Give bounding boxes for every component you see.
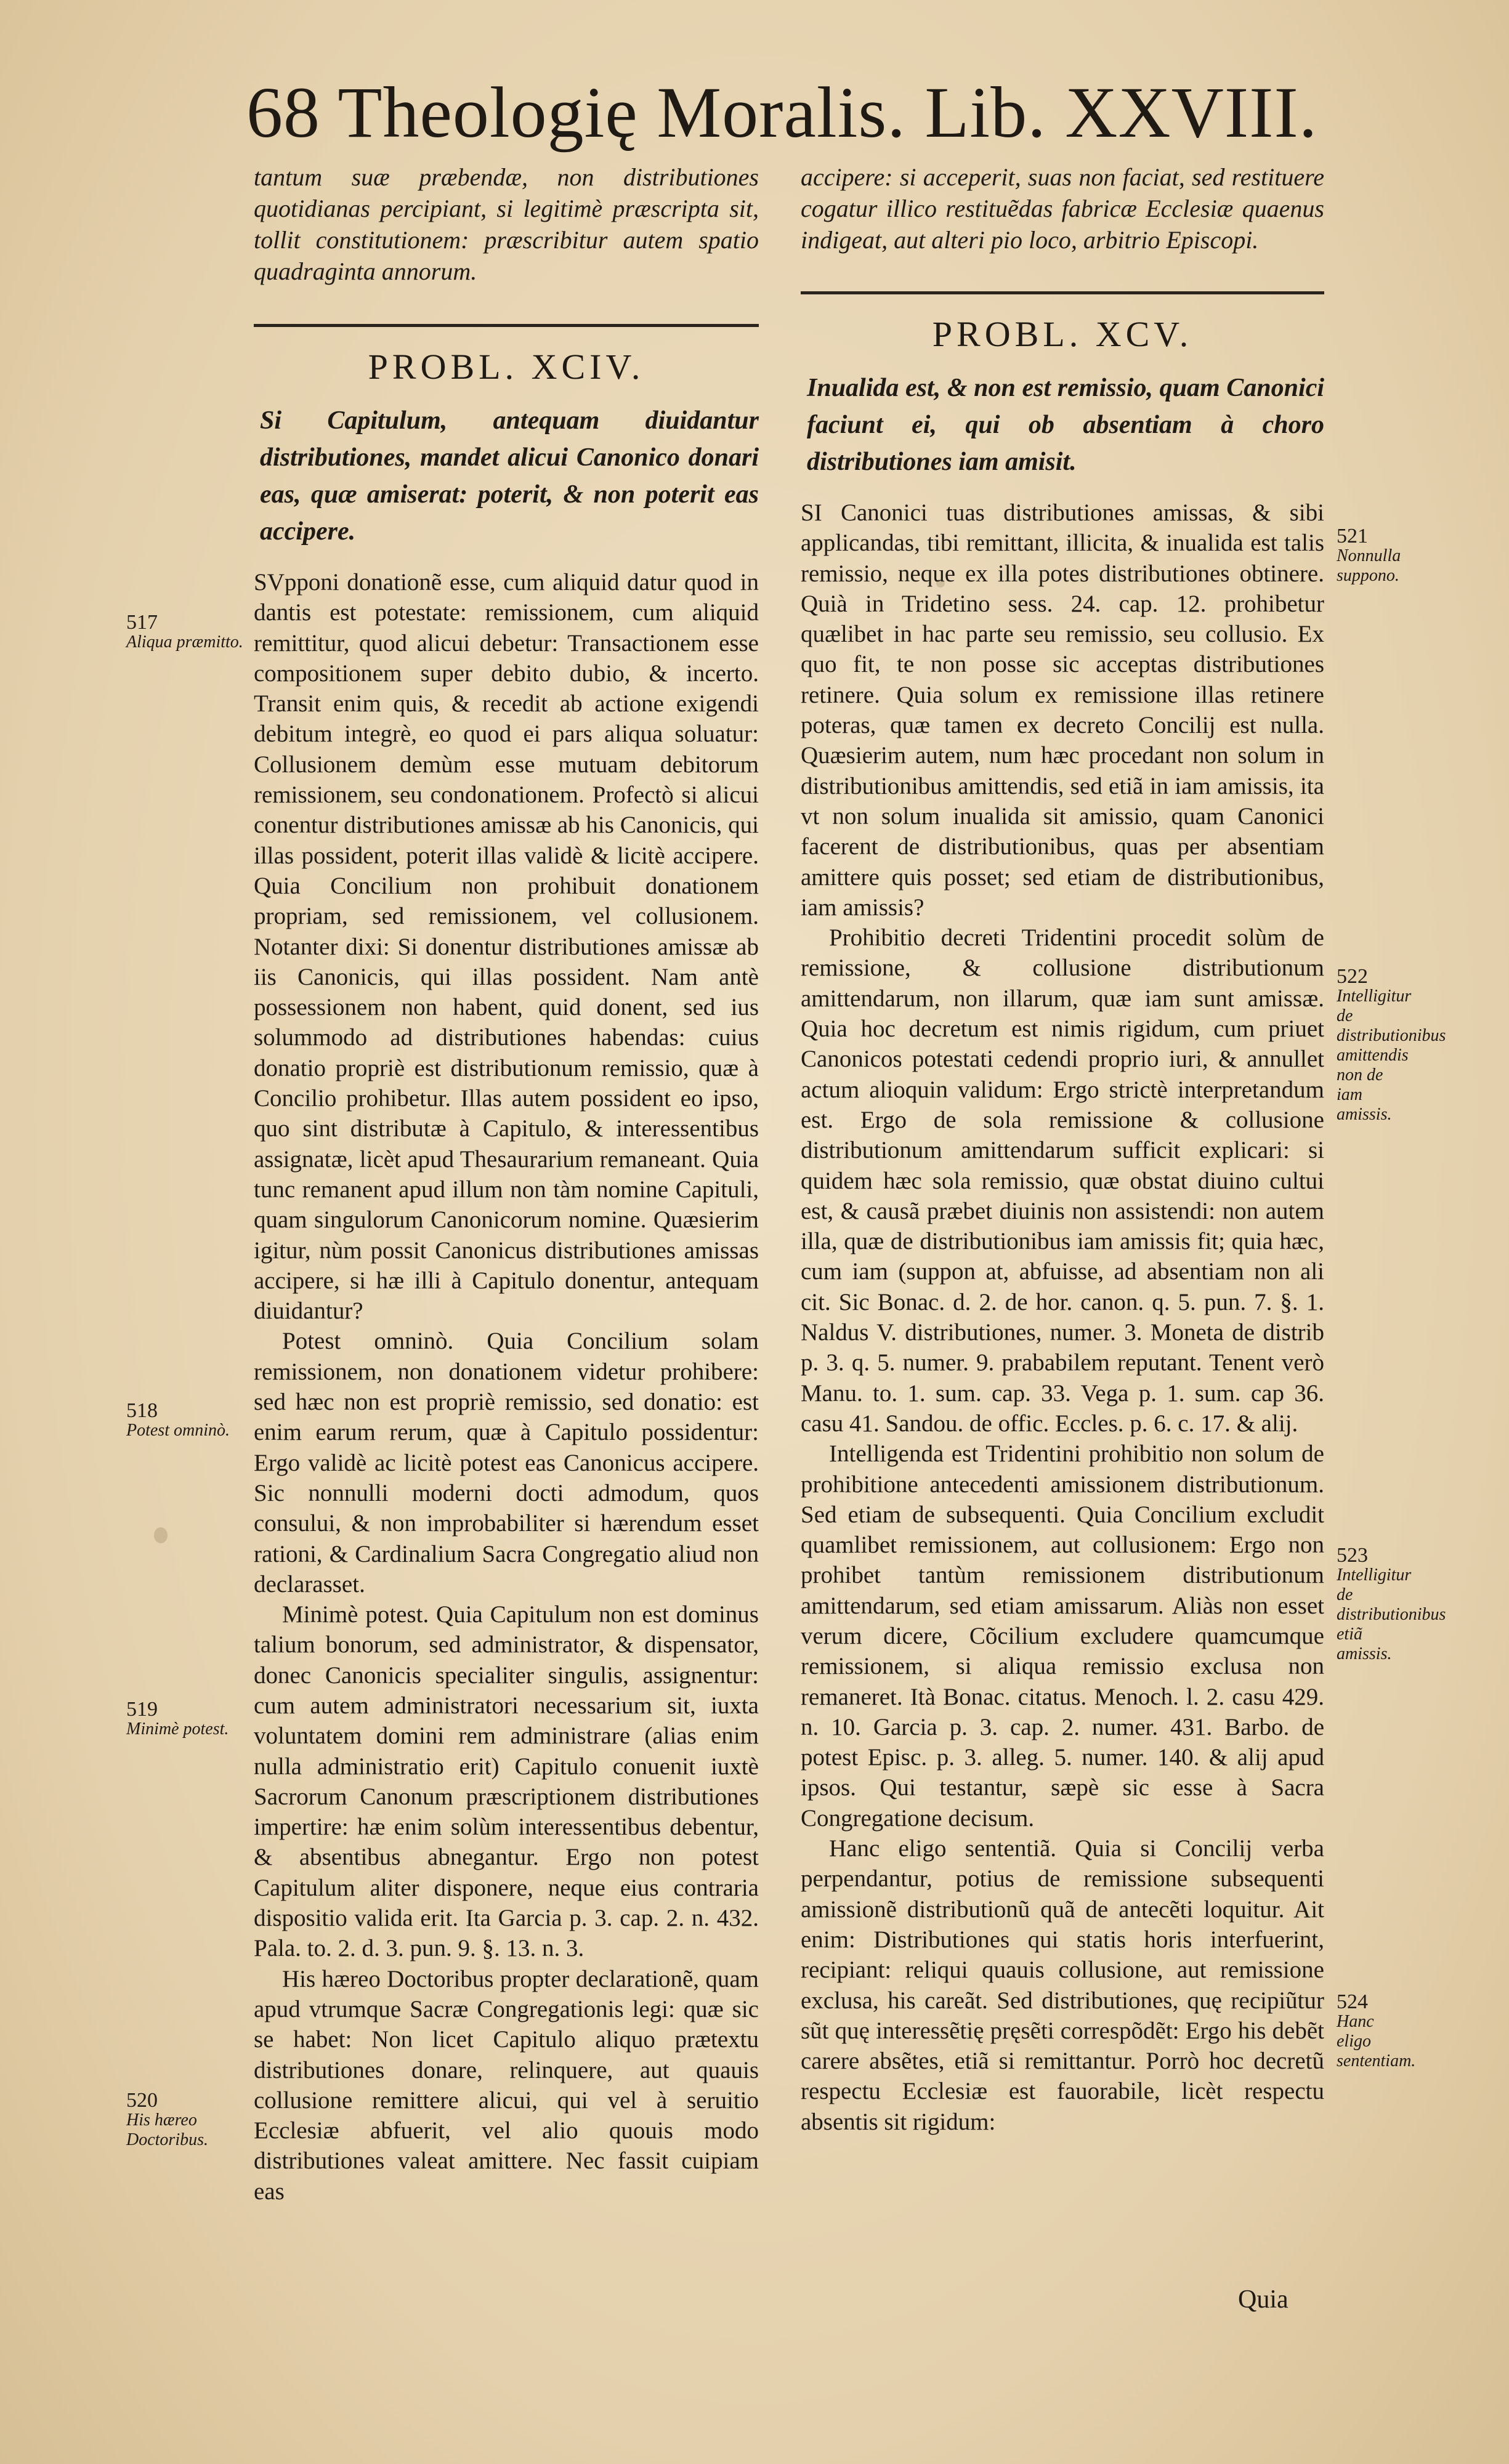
left-continued-text: tantum suæ præbendæ, non distributiones quotidianas percipiant, si legitimè præscripta sit, tollit constitutionem: præscribitur autem spatio quadraginta annorum. bbox=[254, 163, 759, 285]
margin-note-524 bbox=[1337, 1990, 1416, 2071]
margin-number: 522 bbox=[1337, 965, 1368, 988]
catchword: Quia bbox=[1238, 2285, 1289, 2314]
left-paragraph-1: SVpponi donationẽ esse, cum aliquid datur quod in dantis est potestate: remissionem, cum aliquid remittitur, quod alicui debetur: Transactionem esse compositionem super debito dubio, & incerto. Transit enim quis, & recedit ab actione exigendi debitum integrè, eo quod ei pars aliqua soluatur: Collusionem demùm esse mutuam debitorum remissionem, seu condonationem. Profectò si alicui conentur distributiones amissæ ab his Canonicis, qui illas possident, poterit illas validè & licitè accipere. Quia Concilium non prohibuit donationem propriam, sed remissionem, vel collusionem. Notanter dixi: Si donentur distributiones amissæ ab iis Canonicis, qui illas possident. Nam antè possessionem non habent, quid donent, sed ius solummodo ad distributiones habendas: cuius donatio propriè est distributionum remissio, quæ à Concilio prohibetur. Illas autem possident eo ipso, quo sint distributæ à Capitulo, & interessentibus assignatæ, licèt apud Thesaurarium remaneant. Quia tunc remanent apud illum non tàm nomine Capituli, quam singulorum Canonicorum nomine. Quæsierim igitur, nùm possit Canonicus distributiones amissas accipere, si hæ illi à Capitulo donentur, antequam diuidantur? bbox=[254, 569, 759, 1325]
margin-note-522 bbox=[1337, 965, 1446, 1125]
margin-note-text: Intelligitur de distributionibus etiã amissis. bbox=[1337, 1565, 1446, 1663]
margin-note-521 bbox=[1337, 527, 1404, 586]
right-continued-text: accipere: si acceperit, suas non faciat, sed restituere cogatur illico restituẽdas fabricæ Ecclesiæ quaenus indigeat, aut alteri pio loco, arbitrio Episcopi. bbox=[801, 163, 1324, 254]
right-paragraph-2: Prohibitio decreti Tridentini procedit solùm de remissione, & collusione distributionum amittendarum, non illarum, quæ iam sunt amissæ. Quia hoc decretum est nimis rigidum, cum priuet Canonicos potestati cedendi proprio iuri, & annullet actum alioquin validum: Ergo strictè interpretandum est. Ergo de sola remissione & collusione distributionum amittendarum sufficit explicari: si quidem hæc sola remissio, quæ obstat diuino cultui est, & causã præbet diuinis non assistendi: non autem illa, quæ de distributionibus iam amissis fit; quia hæc, cum iam (suppon at, abfuisse, ad absentiam non ali cit. Sic Bonac. d. 2. de hor. canon. q. 5. pun. 7. §. 1. Naldus V. distributiones, numer. 3. Moneta de distrib p. 3. q. 5. numer. 9. prababilem reputant. Tenent verò Manu. to. 1. sum. cap. 33. Vega p. 1. sum. cap 36. casu 41. Sandou. de offic. Eccles. p. 6. c. 17. & alij. bbox=[801, 924, 1324, 1437]
margin-number: 517 bbox=[126, 611, 158, 634]
probl-95-summary: Inualida est, & non est remissio, quam Canonici faciunt ei, qui ob absentiam à choro distributiones iam amisit. bbox=[807, 374, 1324, 476]
left-paragraph-4: His hæreo Doctoribus propter declarationẽ, quam apud vtrumque Sacræ Congregationis legi: quæ sic se habet: Non licet Capitulo aliquo prætextu distributiones donare, relinquere, aut quauis collusione remittere alicui, qui vel à seruitio Ecclesiæ abfuerit, vel alio quouis modo distributiones valeat amittere. Nec fassit cuipiam eas bbox=[254, 1965, 759, 2205]
margin-note-text: His hæreo Doctoribus. bbox=[126, 2111, 208, 2149]
probl-95-title: PROBL. XCV. bbox=[932, 314, 1193, 354]
right-column bbox=[801, 161, 1324, 2137]
right-paragraph-4: Hanc eligo sententiã. Quia si Concilij verba perpendantur, potius de remissione subsequenti amissionẽ distributionũ quã de antecẽti loquitur. Ait enim: Distributiones qui statis horis interfuerint, recipiant: reliqui quauis collusione, aut remissione exclusa, his careãt. Sed distributiones, quę recipiũtur sũt quę interessẽtię pręsẽti correspõdẽt: Ergo his debẽt carere absẽtes, etiã si remittantur. Porrò hoc decretũ respectu Ecclesiæ est fauorabile, licèt respectu absentis sit rigidum: bbox=[801, 1835, 1324, 2135]
left-paragraph-3: Minimè potest. Quia Capitulum non est dominus talium bonorum, sed administrator, & dispensator, donec Canonicis specialiter singulis, assignentur: cum autem administratori necessarium sit, iuxta voluntatem domini rem administrare (alias enim nulla administratio erit) Capitulo conuenit iuxtè Sacrorum Canonum præscriptionem distributiones impertire: hæ enim solùm interessentibus debentur, & absentibus abnegantur. Ergo non potest Capitulum aliter disponere, neque eius contraria dispositio valida erit. Ita Garcia p. 3. cap. 2. n. 432. Pala. to. 2. d. 3. pun. 9. §. 13. n. 3. bbox=[254, 1601, 759, 1962]
margin-note-text: Minimè potest. bbox=[126, 1719, 229, 1739]
margin-note-text: Hanc eligo sententiam. bbox=[1337, 2012, 1416, 2070]
margin-note-523 bbox=[1337, 1544, 1446, 1664]
margin-number: 518 bbox=[126, 1399, 158, 1422]
margin-number: 524 bbox=[1337, 1990, 1368, 2013]
right-divider bbox=[801, 291, 1324, 294]
margin-note-518 bbox=[126, 1401, 243, 1440]
paper-stain bbox=[936, 579, 945, 588]
right-paragraph-3: Intelligenda est Tridentini prohibitio non solum de prohibitione antecedenti amissionem distributionum. Sed etiam de subsequenti. Quia Concilium excludit quamlibet remissionem, aut collusionem: Ergo non prohibet tantùm remissionem distributionum amittendarum, sed etiam amissarum. Aliàs non esset verum dicere, Cõcilium excludere quamcumque remissionem, si aliqua remissio exclusa non remaneret. Ità Bonac. citatus. Menoch. l. 2. casu 429. n. 10. Garcia p. 3. cap. 2. numer. 431. Barbo. de potest Episc. p. 3. alleg. 5. numer. 140. & alij apud ipsos. Qui testantur, sæpè sic esse à Sacra Congregatione decisum. bbox=[801, 1440, 1324, 1832]
left-paragraph-2: Potest omninò. Quia Concilium solam remissionem, non donationem videtur prohibere: sed hæc non est propriè remissio, sed donatio: est enim earum rerum, quæ à Capitulo possidentur: Ergo validè ac licitè potest eas Canonicus accipere. Sic nonnulli moderni docti admodum, quos consului, & non improbabiliter si hærendum esset rationi, & Cardinalium Sacra Congregatio aliud non declarasset. bbox=[254, 1328, 759, 1598]
left-column bbox=[254, 161, 759, 2207]
margin-number: 523 bbox=[1337, 1544, 1368, 1567]
margin-note-519 bbox=[126, 1700, 243, 1739]
probl-94-title: PROBL. XCIV. bbox=[368, 347, 645, 387]
margin-note-520 bbox=[126, 2091, 243, 2150]
margin-note-517 bbox=[126, 613, 243, 652]
margin-note-text: Aliqua præmitto. bbox=[126, 632, 243, 652]
paper-stain bbox=[154, 1527, 168, 1543]
right-paragraph-1: SI Canonici tuas distributiones amissas, & sibi applicandas, tibi remittant, illicita, & inualida est talis remissio, neque ex illa potes distributiones obtinere. Quià in Tridetino sess. 24. cap. 12. prohibetur quælibet in hac parte seu remissio, seu collusio. Ex quo fit, te non posse sic acceptas distributiones retinere. Quia solum ex remissione illas retinere poteras, quæ tamen ex decreto Concilij est nulla. Quæsierim autem, num hæc procedant non solum in distributionibus amittendis, sed etiã in iam amissis, ita vt non solum inualida sit amissio, quam Canonici facerent de distributionibus, quas per absentiam amittere quis posset; sed etiam de distributionibus, iam amissis? bbox=[801, 499, 1324, 921]
margin-note-text: Potest omninò. bbox=[126, 1421, 230, 1440]
left-divider bbox=[254, 324, 759, 327]
probl-94-summary: Si Capitulum, antequam diuidantur distributiones, mandet alicui Canonico donari eas, quæ amiserat: poterit, & non poterit eas accipere. bbox=[260, 406, 759, 546]
margin-note-text: Intelligitur de distributionibus amittendis non de iam amissis. bbox=[1337, 987, 1446, 1124]
margin-note-text: Nonnulla suppono. bbox=[1337, 546, 1401, 585]
margin-number: 520 bbox=[126, 2089, 158, 2112]
margin-number: 521 bbox=[1337, 525, 1368, 547]
margin-number: 519 bbox=[126, 1698, 158, 1721]
page-header: 68 Theologię Moralis. Lib. XXVIII. bbox=[246, 72, 1318, 153]
